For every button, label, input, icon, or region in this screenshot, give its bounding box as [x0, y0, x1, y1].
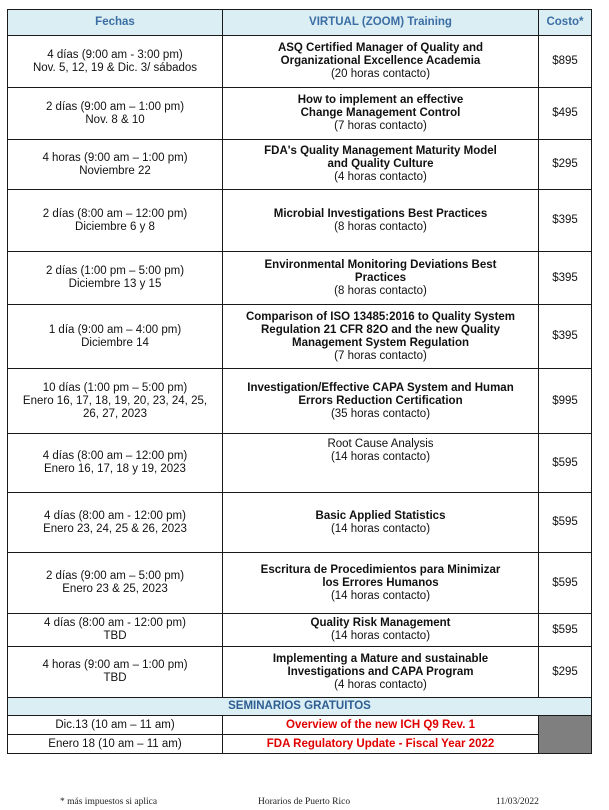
course-price: $295 [539, 140, 592, 190]
table-row [8, 735, 592, 754]
footer-timezone: Horarios de Puerto Rico [258, 797, 351, 807]
course-title: Implementing a Mature and sustainable Investigations and CAPA Program (4 horas contacto) [223, 647, 539, 698]
course-dates: 4 días (8:00 am - 12:00 pm) TBD [8, 614, 223, 647]
course-dates: 2 días (9:00 am – 1:00 pm) Nov. 8 & 10 [8, 88, 223, 140]
course-title: ASQ Certified Manager of Quality and Organizational Excellence Academia (20 horas contacto) [223, 36, 539, 88]
table-header-row [8, 10, 592, 36]
course-dates: 2 días (1:00 pm – 5:00 pm) Diciembre 13 y 15 [8, 252, 223, 305]
training-schedule-table [7, 9, 592, 754]
table-row [8, 369, 592, 434]
course-dates: 4 horas (9:00 am – 1:00 pm) TBD [8, 647, 223, 698]
seminar-cost-cell [539, 716, 592, 754]
course-price: $395 [539, 190, 592, 252]
course-price: $395 [539, 252, 592, 305]
course-price: $895 [539, 36, 592, 88]
course-title: Quality Risk Management (14 horas contacto) [223, 614, 539, 647]
course-title: How to implement an effective Change Management Control (7 horas contacto) [223, 88, 539, 140]
course-title: FDA's Quality Management Maturity Model and Quality Culture (4 horas contacto) [223, 140, 539, 190]
table-row [8, 305, 592, 369]
course-dates: 2 días (8:00 am – 12:00 pm) Diciembre 6 y 8 [8, 190, 223, 252]
table-row [8, 88, 592, 140]
footer-date: 11/03/2022 [496, 797, 539, 807]
table-row [8, 647, 592, 698]
course-price: $595 [539, 614, 592, 647]
seminar-date: Dic.13 (10 am – 11 am) [8, 716, 223, 735]
course-dates: 4 días (8:00 am - 12:00 pm) Enero 23, 24, 25 & 26, 2023 [8, 493, 223, 553]
seminars-title: SEMINARIOS GRATUITOS [8, 698, 592, 716]
course-dates: 2 días (9:00 am – 5:00 pm) Enero 23 & 25, 2023 [8, 553, 223, 614]
course-title: Investigation/Effective CAPA System and Human Errors Reduction Certification (35 horas contacto) [223, 369, 539, 434]
table-row [8, 36, 592, 88]
course-price: $295 [539, 647, 592, 698]
course-title: Microbial Investigations Best Practices (8 horas contacto) [223, 190, 539, 252]
course-dates: 4 días (9:00 am - 3:00 pm) Nov. 5, 12, 19 & Dic. 3/ sábados [8, 36, 223, 88]
course-title: Basic Applied Statistics (14 horas contacto) [223, 493, 539, 553]
course-title: Environmental Monitoring Deviations Best Practices (8 horas contacto) [223, 252, 539, 305]
header-training: VIRTUAL (ZOOM) Training [223, 10, 539, 36]
footer-note: * más impuestos si aplica [60, 797, 158, 807]
table-row [8, 190, 592, 252]
course-dates: 10 días (1:00 pm – 5:00 pm) Enero 16, 17, 18, 19, 20, 23, 24, 25, 26, 27, 2023 [8, 369, 223, 434]
table-row [8, 434, 592, 493]
seminar-title: Overview of the new ICH Q9 Rev. 1 [223, 716, 539, 735]
course-price: $995 [539, 369, 592, 434]
course-price: $595 [539, 493, 592, 553]
course-title: Escritura de Procedimientos para Minimizar los Errores Humanos (14 horas contacto) [223, 553, 539, 614]
course-price: $495 [539, 88, 592, 140]
table-row [8, 553, 592, 614]
table-row [8, 252, 592, 305]
course-price: $395 [539, 305, 592, 369]
seminars-header-row [8, 698, 592, 716]
course-price: $595 [539, 434, 592, 493]
table-row [8, 140, 592, 190]
course-dates: 4 horas (9:00 am – 1:00 pm) Noviembre 22 [8, 140, 223, 190]
seminar-title: FDA Regulatory Update - Fiscal Year 2022 [223, 735, 539, 754]
course-dates: 4 días (8:00 am – 12:00 pm) Enero 16, 17, 18 y 19, 2023 [8, 434, 223, 493]
table-row [8, 716, 592, 735]
table-row [8, 614, 592, 647]
course-price: $595 [539, 553, 592, 614]
course-title: Comparison of ISO 13485:2016 to Quality System Regulation 21 CFR 82O and the new Quality Management System Regulation (7 horas contacto) [223, 305, 539, 369]
seminar-date: Enero 18 (10 am – 11 am) [8, 735, 223, 754]
course-title: Root Cause Analysis (14 horas contacto) [223, 434, 539, 493]
course-dates: 1 día (9:00 am – 4:00 pm) Diciembre 14 [8, 305, 223, 369]
table-row [8, 493, 592, 553]
header-cost: Costo* [539, 10, 592, 36]
header-dates: Fechas [8, 10, 223, 36]
